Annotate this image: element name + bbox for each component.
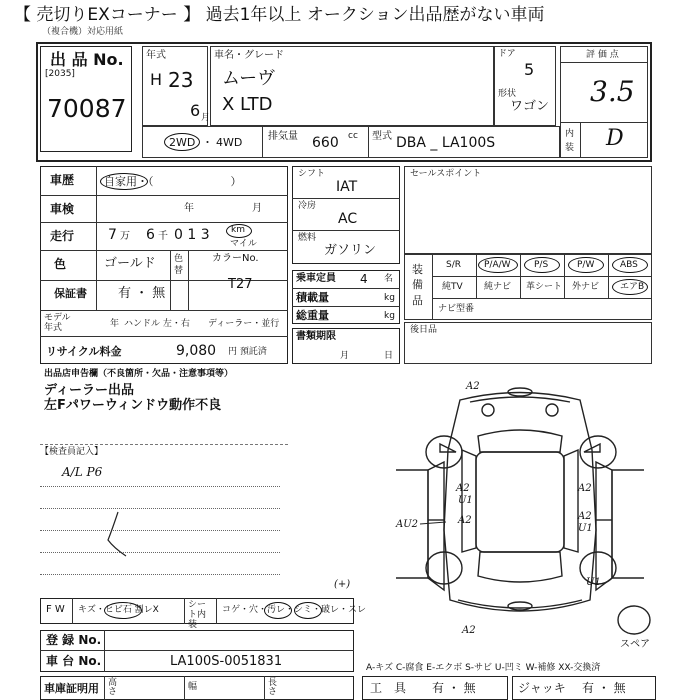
load-label: 積載量 — [296, 291, 329, 304]
recycle-value: 9,080 — [176, 343, 217, 359]
lot-tag: [2035] — [45, 69, 75, 79]
color-label: 色 — [54, 257, 67, 271]
mileage-man-unit: 万 — [120, 231, 130, 242]
interior-label: 内装 — [565, 129, 575, 153]
history-options: 自家用・（ ） — [104, 175, 242, 188]
score-label: 評 価 点 — [586, 50, 619, 60]
gross-label: 総重量 — [296, 309, 329, 322]
model-label: 車名・グレード — [214, 50, 284, 61]
rear-label: 後日品 — [410, 325, 438, 335]
displacement-unit: cc — [348, 131, 358, 141]
diagram-mark-1: A2 — [466, 381, 480, 392]
sales-point-label: セールスポイント — [410, 169, 482, 179]
aircon-label: 冷房 — [298, 201, 317, 211]
gross-unit: kg — [384, 311, 395, 321]
registration-end-day: 日 — [384, 351, 394, 361]
diagram-mark-4: U1 — [458, 495, 473, 506]
registration-label: 登 録 No. — [46, 633, 102, 647]
equip-sr: S/R — [446, 260, 461, 270]
warranty-label: 保証書 — [54, 287, 87, 300]
equip-navi: 純ナビ — [484, 282, 512, 292]
diagram-mark-8: A2 — [458, 515, 472, 526]
mileage-sen: 6 — [146, 227, 155, 243]
inspection-year-unit: 年 — [184, 203, 194, 214]
color-change-label: 色替 — [174, 254, 184, 276]
recycle-label: リサイクル料金 — [46, 345, 122, 358]
garage-cert-h: 高さ — [108, 678, 118, 697]
drive-4wd: 4WD — [216, 136, 243, 149]
interior-value: D — [606, 126, 624, 151]
inspection-month-unit: 月 — [252, 203, 262, 214]
seller-note-line-1: ディーラー出品 — [44, 383, 134, 398]
fw-label: F W — [46, 604, 65, 615]
seat-label: シート内装 — [188, 600, 207, 630]
capacity-unit: 名 — [384, 274, 394, 284]
year-era: H — [150, 70, 163, 89]
registration-end-label: 書類期限 — [296, 331, 336, 342]
inspector-label: 【検査員記入】 — [40, 447, 104, 457]
garage-cert-w: 幅 — [188, 682, 198, 692]
equip-abs: ABS — [620, 260, 638, 270]
color-code: T27 — [228, 277, 253, 292]
color-code-label: カラーNo. — [212, 253, 259, 264]
history-label: 車歴 — [50, 173, 75, 187]
aircon-value: AC — [338, 211, 358, 227]
diagram-mark-6: U1 — [578, 523, 593, 534]
capacity-label: 乗車定員 — [296, 273, 336, 284]
year-month: 6 — [190, 101, 201, 120]
displacement-value: 660 — [312, 135, 339, 151]
shift-label: シフト — [298, 169, 326, 179]
fw-items: キズ・ヒビ石 割レX — [78, 605, 159, 615]
diagram-mark-11: A2 — [462, 625, 476, 636]
equipment-label: 装備品 — [412, 263, 423, 307]
jack-label: ジャッキ — [518, 681, 566, 695]
score-value: 3.5 — [590, 75, 635, 108]
shape-label: 形状 — [498, 89, 517, 99]
spare-label: スペア — [620, 639, 650, 650]
equip-tv: 純TV — [442, 282, 463, 292]
shift-value: IAT — [336, 179, 358, 195]
shape-value: ワゴン — [510, 99, 550, 114]
drive-2wd: 2WD — [169, 136, 196, 149]
tools-value: 有 ・ 無 — [432, 681, 476, 695]
load-unit: kg — [384, 293, 395, 303]
model-year-label: モデル年式 — [44, 313, 71, 333]
model-name: ムーヴ — [222, 68, 276, 89]
equip-ext-navi: 外ナビ — [572, 282, 600, 292]
inspection-label: 車検 — [50, 202, 75, 216]
mileage-unit-km: km — [231, 225, 245, 235]
recycle-unit: 円 預託済 — [228, 347, 267, 357]
diagram-mark-7: AU2 — [396, 519, 419, 530]
tools-label: 工 具 — [370, 681, 407, 695]
year-value: 23 — [168, 68, 194, 92]
chassis-label: 車 台 No. — [46, 654, 102, 668]
lot-label: 出 品 No. — [50, 50, 124, 69]
equip-navi-model: ナビ型番 — [438, 304, 475, 314]
chassis-value: LA100S-0051831 — [170, 654, 283, 669]
mileage-sen-unit: 千 — [158, 231, 168, 242]
doors-value: 5 — [524, 60, 535, 79]
garage-cert-l: 長さ — [268, 678, 278, 697]
model-code-label: 型式 — [372, 131, 392, 142]
mileage-label: 走行 — [50, 229, 75, 243]
diagram-mark-5: A2 — [578, 511, 592, 522]
mileage-unit-mile: マイル — [230, 239, 257, 249]
model-year-dealer: ディーラー・並行 — [208, 319, 280, 329]
diagram-mark-2: A2 — [456, 483, 470, 494]
jack-value: 有 ・ 無 — [582, 681, 626, 695]
equip-ps: P/S — [534, 260, 549, 270]
doors-label: ドア — [498, 49, 516, 59]
year-label: 年式 — [146, 50, 166, 61]
model-code-value: DBA _ LA100S — [396, 135, 496, 151]
lot-number: 70087 — [47, 94, 127, 123]
seller-note-line-2: 左Fパワーウィンドウ動作不良 — [44, 398, 222, 413]
color-value: ゴールド — [104, 256, 156, 271]
warranty-value: 有 ・ 無 — [118, 286, 166, 301]
banner-title: 【 売切りEXコーナー 】 過去1年以上 オークション出品歴がない車両 — [14, 5, 545, 25]
model-year-handle: ハンドル 左・右 — [124, 319, 190, 329]
equip-paw: P/A/W — [484, 260, 511, 270]
model-grade: X LTD — [222, 94, 273, 115]
equip-airbag: エアB — [620, 282, 645, 292]
sub-header: （複合機）対応用紙 — [42, 27, 124, 37]
seat-items: コゲ・穴・汚レ・シミ・破レ・スレ — [222, 605, 367, 615]
mileage-rest: 0 1 3 — [174, 227, 210, 243]
garage-cert-label: 車庫証明用 — [44, 682, 99, 695]
equip-leather: 革シート — [526, 282, 563, 292]
diagram-mark-10: (+) — [334, 579, 351, 590]
model-year-unit: 年 — [110, 319, 120, 329]
displacement-label: 排気量 — [268, 131, 298, 142]
seller-notes-label: 出品店申告欄（不良箇所・欠品・注意事項等） — [44, 369, 234, 379]
damage-legend: A-キズ C-腐食 E-エクボ S-サビ U-凹ミ W-補修 XX-交換済 — [366, 663, 601, 673]
equip-pw: P/W — [577, 260, 595, 270]
capacity-value: 4 — [360, 272, 368, 286]
inspector-handwriting: A/L P6 — [62, 465, 103, 479]
diagram-mark-3: A2 — [578, 483, 592, 494]
mileage-man: 7 — [108, 227, 117, 243]
fuel-value: ガソリン — [324, 243, 377, 258]
diagram-mark-9: U1 — [586, 577, 601, 588]
year-month-unit: 月 — [201, 113, 211, 123]
registration-end-month: 月 — [340, 351, 350, 361]
fuel-label: 燃料 — [298, 233, 317, 243]
